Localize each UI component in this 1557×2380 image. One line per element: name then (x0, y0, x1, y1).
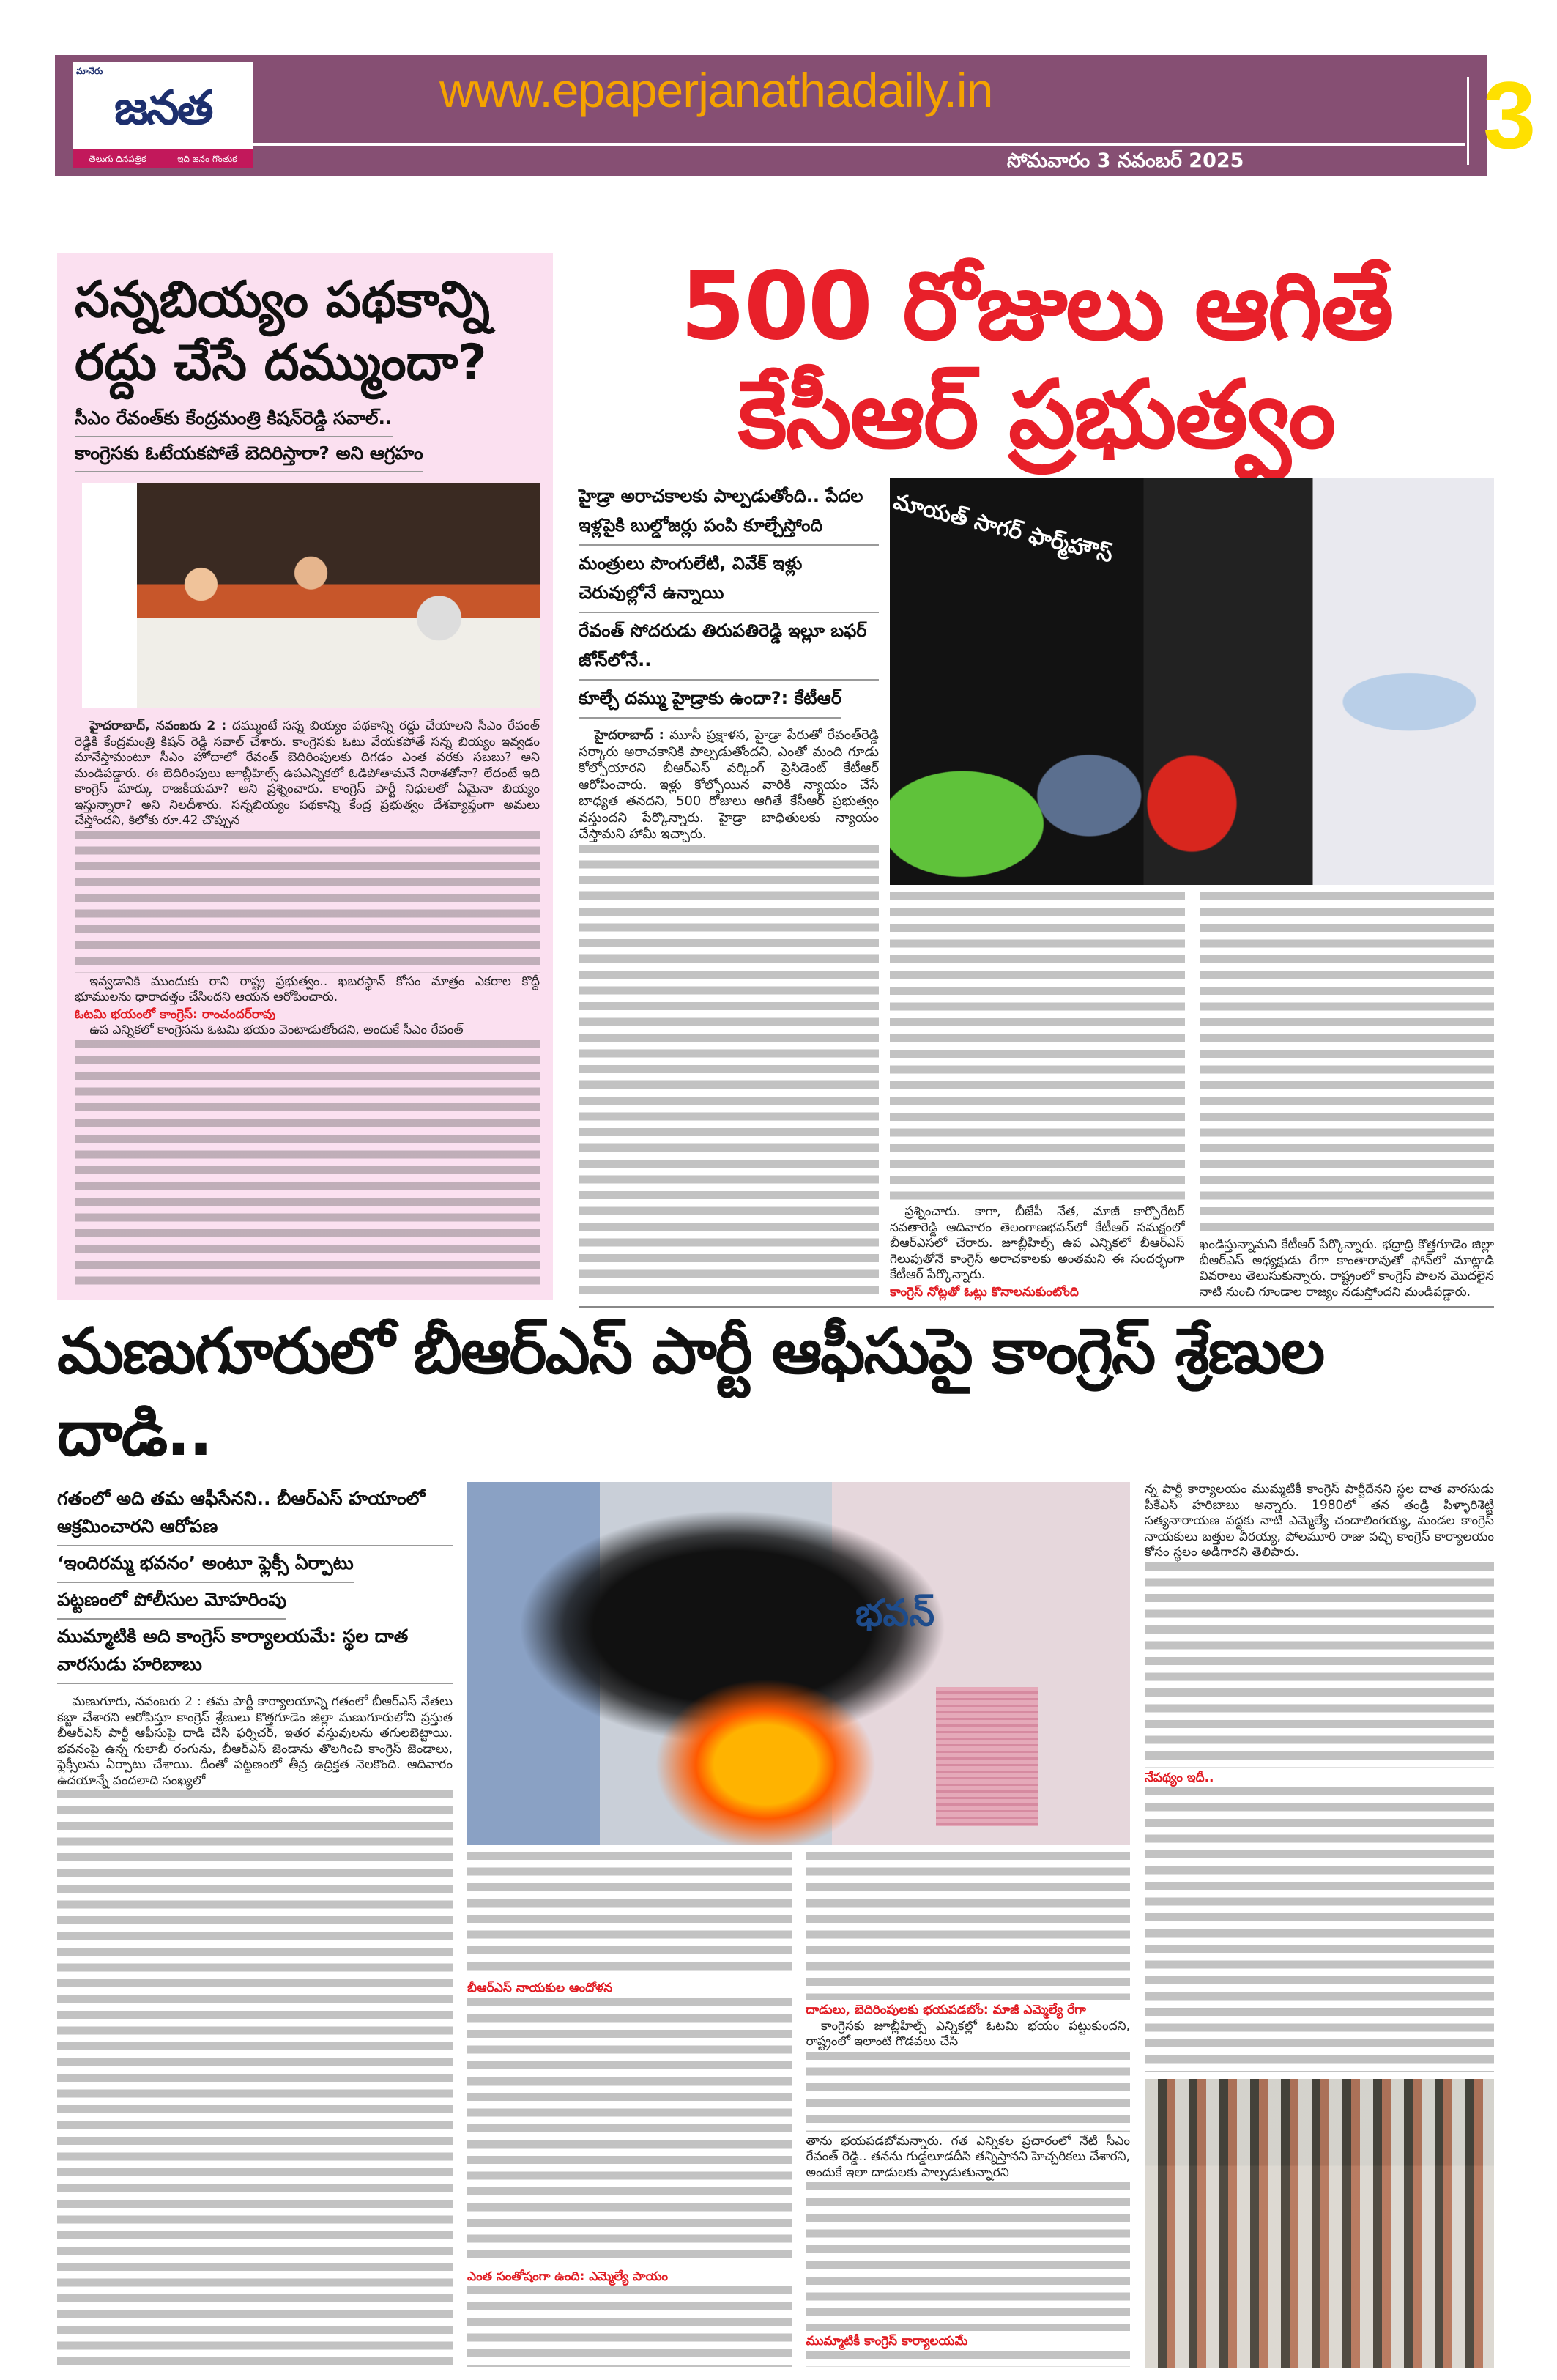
newspaper-logo (73, 62, 253, 168)
story3-left-column (57, 1482, 453, 2368)
masthead (55, 55, 1536, 176)
text-filler (467, 2286, 792, 2367)
story3-body-col3 (806, 1850, 1131, 2368)
story3-photo-fire (467, 1482, 1130, 1845)
story2-paragraph: ప్రశ్నించారు. కాగా, బీజేపీ నేత, మాజీ కార్పొరేటర్ నవతారెడ్డి ఆదివారం తెలంగాణభవన్‌లో కేటీఆర్ సమక్షంలో బీఆర్ఎసలో చేరారు. జూబ్లీహిల్స్ ఉప ఎన్నికలో బీఆర్ఎస్ గెలుపుతోనే కాంగ్రెస్ అరాచకాలకు అంతమని ఈ సందర్భంగా కేటీఆర్ పేర్కొన్నారు. (890, 1204, 1185, 1282)
section-divider (579, 1306, 1494, 1308)
story1-paragraph: ఉప ఎన్నికలో కాంగ్రెసను ఓటమి భయం వెంటాడుతోందని, అందుకే సీఎం రేవంత్ (89, 1023, 464, 1037)
story2-paragraph: ఖండిస్తున్నామని కేటీఆర్ పేర్కొన్నారు. భద్రాద్రి కొత్తగూడెం జిల్లా బీఆర్ఎస్ అధ్యక్షుడు రేగా కాంతారావుతో ఫోన్‌లో మాట్లాడి వివరాలు తెలుసుకున్నారు. రాష్ట్రంలో కాంగ్రెస్ పాలన మొదలైన నాటి నుంచి గూండాల రాజ్యం నడుస్తోందని మండిపడ్డారు. (1199, 1237, 1494, 1300)
text-filler (806, 1852, 1131, 2000)
story2-subhead: కాంగ్రెస్ నోట్లతో ఓట్లు కొనాలనుకుంటోంది (890, 1284, 1079, 1300)
text-filler (467, 1852, 792, 1978)
website-url[interactable]: www.epaperjanathadaily.in (439, 63, 993, 117)
logo-band (73, 149, 253, 168)
story1-photo (82, 483, 540, 708)
story2-photo-column (890, 478, 1494, 1300)
story1-dateline: హైదరాబాద్, నవంబరు 2 : (89, 719, 227, 733)
story1-deck (75, 402, 540, 472)
top-section (57, 253, 1494, 1300)
story2-left-column (579, 478, 879, 1300)
text-filler (806, 2351, 1131, 2367)
story2-body-col3 (1200, 891, 1495, 1300)
page-content (57, 253, 1494, 2368)
text-filler (1145, 1562, 1494, 1768)
story3-body-col2 (467, 1850, 792, 2368)
story2-lower-columns (890, 891, 1494, 1300)
story2-deck-line: రేవంత్ సోదరుడు తిరుపతిరెడ్డి ఇల్లూ బఫర్ జోన్‌లోనే.. (579, 613, 879, 681)
story2-headline-line2: కేసీఆర్ ప్రభుత్వం (737, 360, 1335, 470)
text-filler (1145, 1787, 1494, 2072)
story3-paragraph: తాను భయపడబోమన్నారు. గత ఎన్నికల ప్రచారంలో నేటి సీఎం రేవంత్ రెడ్డి.. తనను గుడ్డలూడదీసి తన్నిస్తానని హెచ్చరికలు చేశారని, అందుకే ఇలా దాడులకు పాల్పడుతున్నారని (806, 2133, 1130, 2180)
text-filler (579, 845, 879, 1300)
story1-paragraph: ఇవ్వడానికి ముందుకు రాని రాష్ట్ర ప్రభుత్వం.. ఖబరస్థాన్ కోసం మాత్రం ఎకరాల కొద్దీ భూములను ధారాదత్తం చేసిందని ఆయన ఆరోపించారు. (75, 974, 540, 1004)
text-filler (75, 831, 540, 973)
story1-deck-line: కాంగ్రెసకు ఓటేయకపోతే బెదిరిస్తారా? అని ఆగ్రహం (75, 437, 423, 472)
logo-small-text: మానేరు (76, 66, 103, 76)
story2-deck-line: మంత్రులు పొంగులేటి, వివేక్ ఇళ్లు చెరువుల్లోనే ఉన్నాయి (579, 546, 879, 613)
story3-subhead: దాడులు, బెదిరింపులకు భయపడబోం: మాజీ ఎమ్మెల్యే రేగా (806, 2003, 1086, 2018)
story2-columns (579, 478, 1494, 1300)
story2 (579, 253, 1494, 1300)
story2-headline (579, 253, 1494, 470)
story2-deck-line: హైడ్రా అరాచకాలకు పాల్పడుతోంది.. పేదల ఇళ్లపైకి బుల్డోజర్లు పంపి కూల్చేస్తోంది (579, 478, 879, 546)
text-filler (890, 892, 1185, 1203)
story2-headline-line1: 500 రోజులు ఆగితే (680, 252, 1393, 361)
story3-headline: మణుగూరులో బీఆర్ఎస్ పార్టీ ఆఫీసుపై కాంగ్రెస్ శ్రేణుల దాడి.. (57, 1315, 1324, 1470)
story2-body-col2 (890, 891, 1185, 1300)
story3-subhead: బీఆర్ఎస్ నాయకుల ఆందోళన (467, 1981, 613, 1995)
photo-shutter (936, 1687, 1038, 1826)
photo-banner-text: మాయత్ సాగర్ ఫార్మ్‌హౌస్ (891, 489, 1116, 568)
logo-tag-right: ఇది జనం గొంతుక (177, 154, 237, 164)
story3-subhead: నేపథ్యం ఇదీ.. (1145, 1770, 1214, 1785)
story1-body (75, 719, 540, 1291)
story3-right-column (1145, 1482, 1494, 2368)
story3-deck-line: ముమ్మాటికి అది కాంగ్రెస్ కార్యాలయమే: స్థల దాత వారసుడు హరిబాబు (57, 1620, 453, 1684)
story3-deck (57, 1482, 453, 1684)
story3-body-col4 (1145, 1482, 1494, 2073)
story3-lower-columns (467, 1850, 1130, 2368)
story3-body-col1 (57, 1694, 453, 2368)
text-filler (806, 2182, 1131, 2330)
issue-date: సోమవారం 3 నవంబర్ 2025 (1007, 149, 1244, 172)
story3-photo-crowd (1145, 2079, 1494, 2368)
logo-name: జనత (114, 81, 212, 136)
story1-headline: సన్నబియ్యం పథకాన్ని రద్దు చేసే దమ్ముందా? (75, 271, 490, 392)
story3-paragraph: మణుగూరు, నవంబరు 2 : తమ పార్టీ కార్యాలయాన్ని గతంలో బీఆర్ఎస్ నేతలు కబ్జా చేశారని ఆరోపిస్తూ కాంగ్రెస్ శ్రేణులు కొత్తగూడెం జిల్లా మణుగూరులోని ప్రస్తుత బీఆర్ఎస్ పార్టీ ఆఫీసుపై దాడి చేసి ఫర్నిచర్, ఇతర వస్తువులను తగులబెట్టాయి. భవనంపై ఉన్న గులాబీ రంగును, బీఆర్ఎస్ జెండాను తొలగించి కాంగ్రెస్ జెండాలు, ఫ్లెక్సీలను ఏర్పాటు చేశాయి. దీంతో పట్టణంలో తీవ్ర ఉద్రిక్తత నెలకొంది. ఆదివారం ఉదయాన్నే వందలాది సంఖ్యలో (57, 1694, 453, 1788)
story3-subhead: ముమ్మాటికీ కాంగ్రెస్ కార్యాలయమే (806, 2333, 968, 2349)
story3-paragraph: కాంగ్రెసకు జూబ్లీహిల్స్ ఎన్నికల్లో ఓటమి భయం పట్టుకుందని, రాష్ట్రంలో ఇలాంటి గొడవలు చేసి (806, 2018, 1130, 2050)
photo-building-sign: భవన్ (855, 1592, 935, 1634)
text-filler (75, 1040, 540, 1291)
masthead-divider (249, 143, 1465, 146)
story-box-rice-scheme (57, 253, 553, 1300)
text-filler (467, 1998, 792, 2266)
story2-deck-line: కూల్చే దమ్ము హైడ్రాకు ఉందా?: కేటీఆర్ (579, 681, 841, 719)
story3-deck-line: పట్టణంలో పోలీసుల మోహరింపు (57, 1583, 286, 1620)
logo-tag-left: తెలుగు దినపత్రిక (89, 154, 146, 164)
story3-middle-column (467, 1482, 1130, 2368)
text-filler (806, 2052, 1131, 2132)
story3-deck-line: ‘ఇందిరమ్మ భవనం’ అంటూ ఫ్లెక్సీ ఏర్పాటు (57, 1546, 354, 1583)
story3-deck-line: గతంలో అది తమ ఆఫీసేనని.. బీఆర్ఎస్ హయాంలో ఆక్రమించారని ఆరోపణ (57, 1482, 453, 1546)
story3-subhead: ఎంత సంతోషంగా ఉంది: ఎమ్మెల్యే పాయం (467, 2269, 669, 2284)
text-filler (1200, 892, 1495, 1236)
story3 (57, 1482, 1494, 2368)
story1-deck-line: సీఎం రేవంత్‌కు కేంద్రమంత్రి కిషన్‌రెడ్డి సవాల్.. (75, 402, 393, 437)
story2-text: మూసీ ప్రక్షాళన, హైడ్రా పేరుతో రేవంత్‌రెడ్డి సర్కారు అరాచకానికి పాల్పడుతోందని, ఎంతో మంది గూడు కోల్పోయారని బీఆర్ఎస్ వర్కింగ్ ప్రెసిడెంట్ కేటీఆర్ ఆరోపించారు. ఇళ్లు కోల్పోయిన వారికి న్యాయం చేసే బాధ్యత తనదని, 500 రోజులు ఆగితే కేసీఆర్ ప్రభుత్వం వస్తుందని పేర్కొన్నారు. హైడ్రా బాధితులకు న్యాయం చేస్తామని హామీ ఇచ్చారు. (579, 727, 879, 842)
masthead-vertical-divider (1467, 77, 1469, 165)
story2-deck (579, 478, 879, 719)
text-filler (57, 1790, 453, 2367)
story3-paragraph: న్న పార్టీ కార్యాలయం ముమ్మటికీ కాంగ్రెస్ పార్టీదేనని స్థల దాత వారసుడు పీకేఎస్ హరిబాబు అన్నారు. 1980లో తన తండ్రి పిళ్ళారిశెట్టి సత్యనారాయణ వద్దకు నాటి ఎమ్మెల్యే చందాలింగయ్య, మండల కాంగ్రెస్ నాయకులు బత్తుల వీరయ్య, పోలమూరి రాజు వచ్చి కాంగ్రెస్ కార్యాలయం కోసం స్థలం అడిగారని తెలిపారు. (1145, 1482, 1494, 1560)
page-number: 3 (1483, 62, 1536, 168)
story2-photo-ktr (890, 478, 1494, 885)
story1-subhead: ఓటమి భయంలో కాంగ్రెస్: రాంచందర్‌రావు (75, 1007, 276, 1022)
story2-body-col1 (579, 727, 879, 1300)
story1-paragraph (75, 719, 540, 829)
story2-paragraph (579, 727, 879, 843)
story2-dateline: హైదరాబాద్ : (594, 727, 664, 743)
story1-text: దమ్ముంటే సన్న బియ్యం పథకాన్ని రద్దు చేయాలని సీఎం రేవంత్ రెడ్డికి కేంద్రమంత్రి కిషన్ రెడ్డి సవాల్ చేశారు. కాంగ్రెసకు ఓటు వేయకపోతే సన్న బియ్యం ఇవ్వడం మానేస్తామంటూ సీఎం హోదాలో రేవంత్ బెదిరింపులకు దిగడం ఎంత వరకు సబబు? అని మండిపడ్డారు. ఈ బెదిరింపులు జూబ్లీహిల్స్ ఉపఎన్నికలో ఓడిపోతామనే నిరాశతోనా? లేదంటే ఇది కాంగ్రెస్ మార్కు రాజకీయమా? అని ప్రశ్నించారు. కాంగ్రెస్ పార్టీ నిధులతో ఏమైనా బియ్యం ఇస్తున్నారా? అని నిలదీశారు. సన్నబియ్యం పథకాన్ని కేంద్ర ప్రభుత్వం దేశవ్యాప్తంగా అమలు చేస్తోందని, కిలోకు రూ.42 చొప్పున (75, 719, 540, 828)
